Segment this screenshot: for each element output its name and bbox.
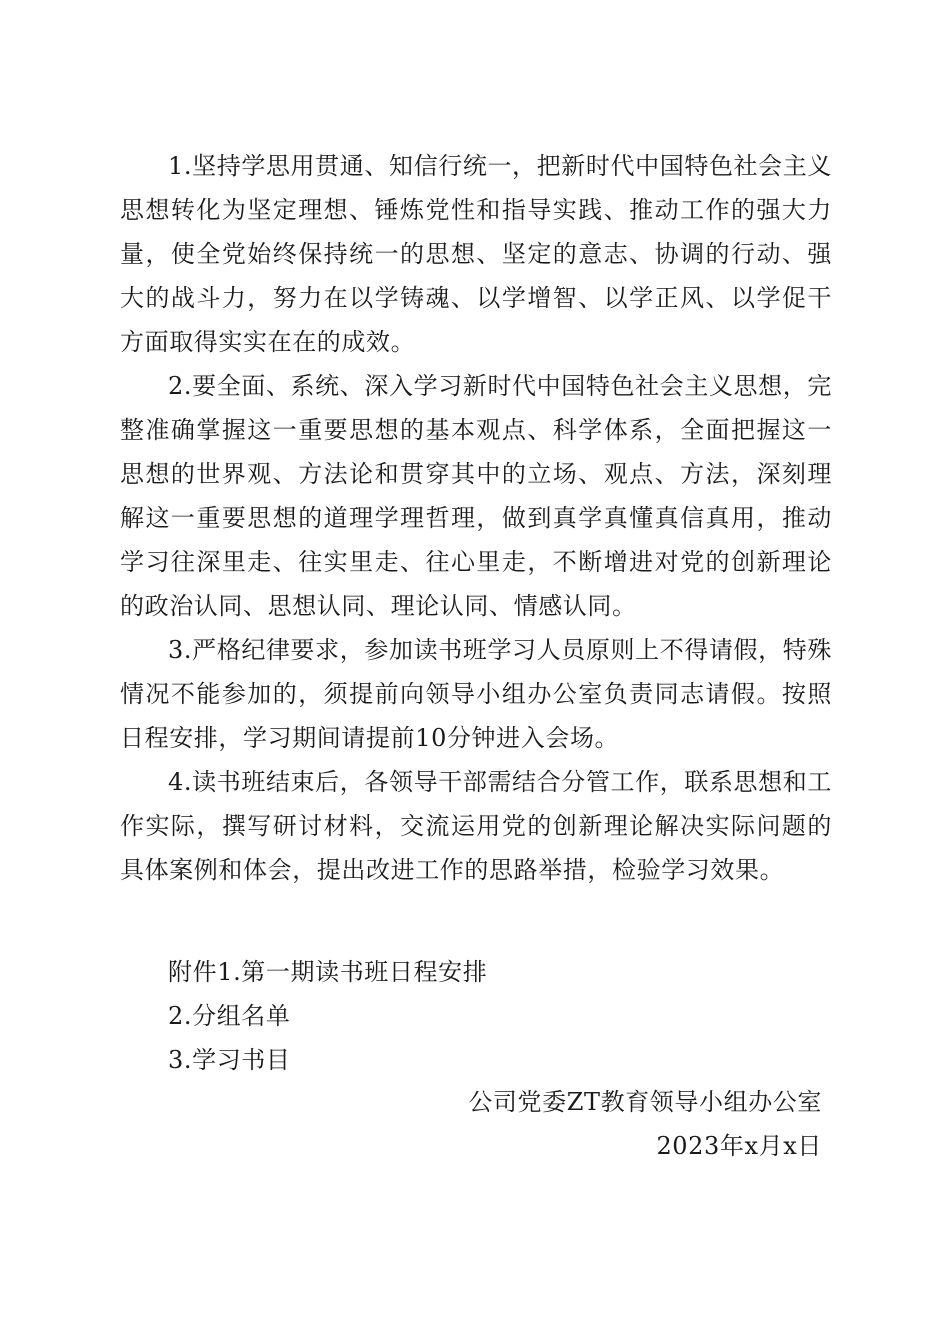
paragraph-3: 3.严格纪律要求，参加读书班学习人员原则上不得请假，特殊情况不能参加的，须提前向领导小组办公室负责同志请假。按照日程安排，学习期间请提前10分钟进入会场。	[120, 636, 832, 752]
document-body	[120, 144, 832, 892]
paragraph-1: 1.坚持学思用贯通、知信行统一，把新时代中国特色社会主义思想转化为坚定理想、锤炼党性和指导实践、推动工作的强大力量，使全党始终保持统一的思想、坚定的意志、协调的行动、强大的战斗力，努力在以学铸魂、以学增智、以学正风、以学促干方面取得实实在在的成效。	[120, 152, 832, 356]
signature-date: 2023年x月x日	[656, 1132, 822, 1160]
paragraph-4: 4.读书班结束后，各领导干部需结合分管工作，联系思想和工作实际，撰写研讨材料，交流运用党的创新理论解决实际问题的具体案例和体会，提出改进工作的思路举措，检验学习效果。	[120, 768, 832, 884]
signature-block	[468, 1080, 822, 1168]
attachment-2: 2.分组名单	[168, 1002, 291, 1030]
paragraph-2: 2.要全面、系统、深入学习新时代中国特色社会主义思想，完整准确掌握这一重要思想的基本观点、科学体系，全面把握这一思想的世界观、方法论和贯穿其中的立场、观点、方法，深刻理解这一重要思想的道理学理哲理，做到真学真懂真信真用，推动学习往深里走、往实里走、往心里走，不断增进对党的创新理论的政治认同、思想认同、理论认同、情感认同。	[120, 372, 832, 620]
attachments-list	[168, 950, 768, 1082]
signature-organization: 公司党委ZT教育领导小组办公室	[468, 1088, 822, 1116]
attachment-3: 3.学习书目	[168, 1046, 291, 1074]
attachment-1: 附件1.第一期读书班日程安排	[168, 958, 488, 986]
